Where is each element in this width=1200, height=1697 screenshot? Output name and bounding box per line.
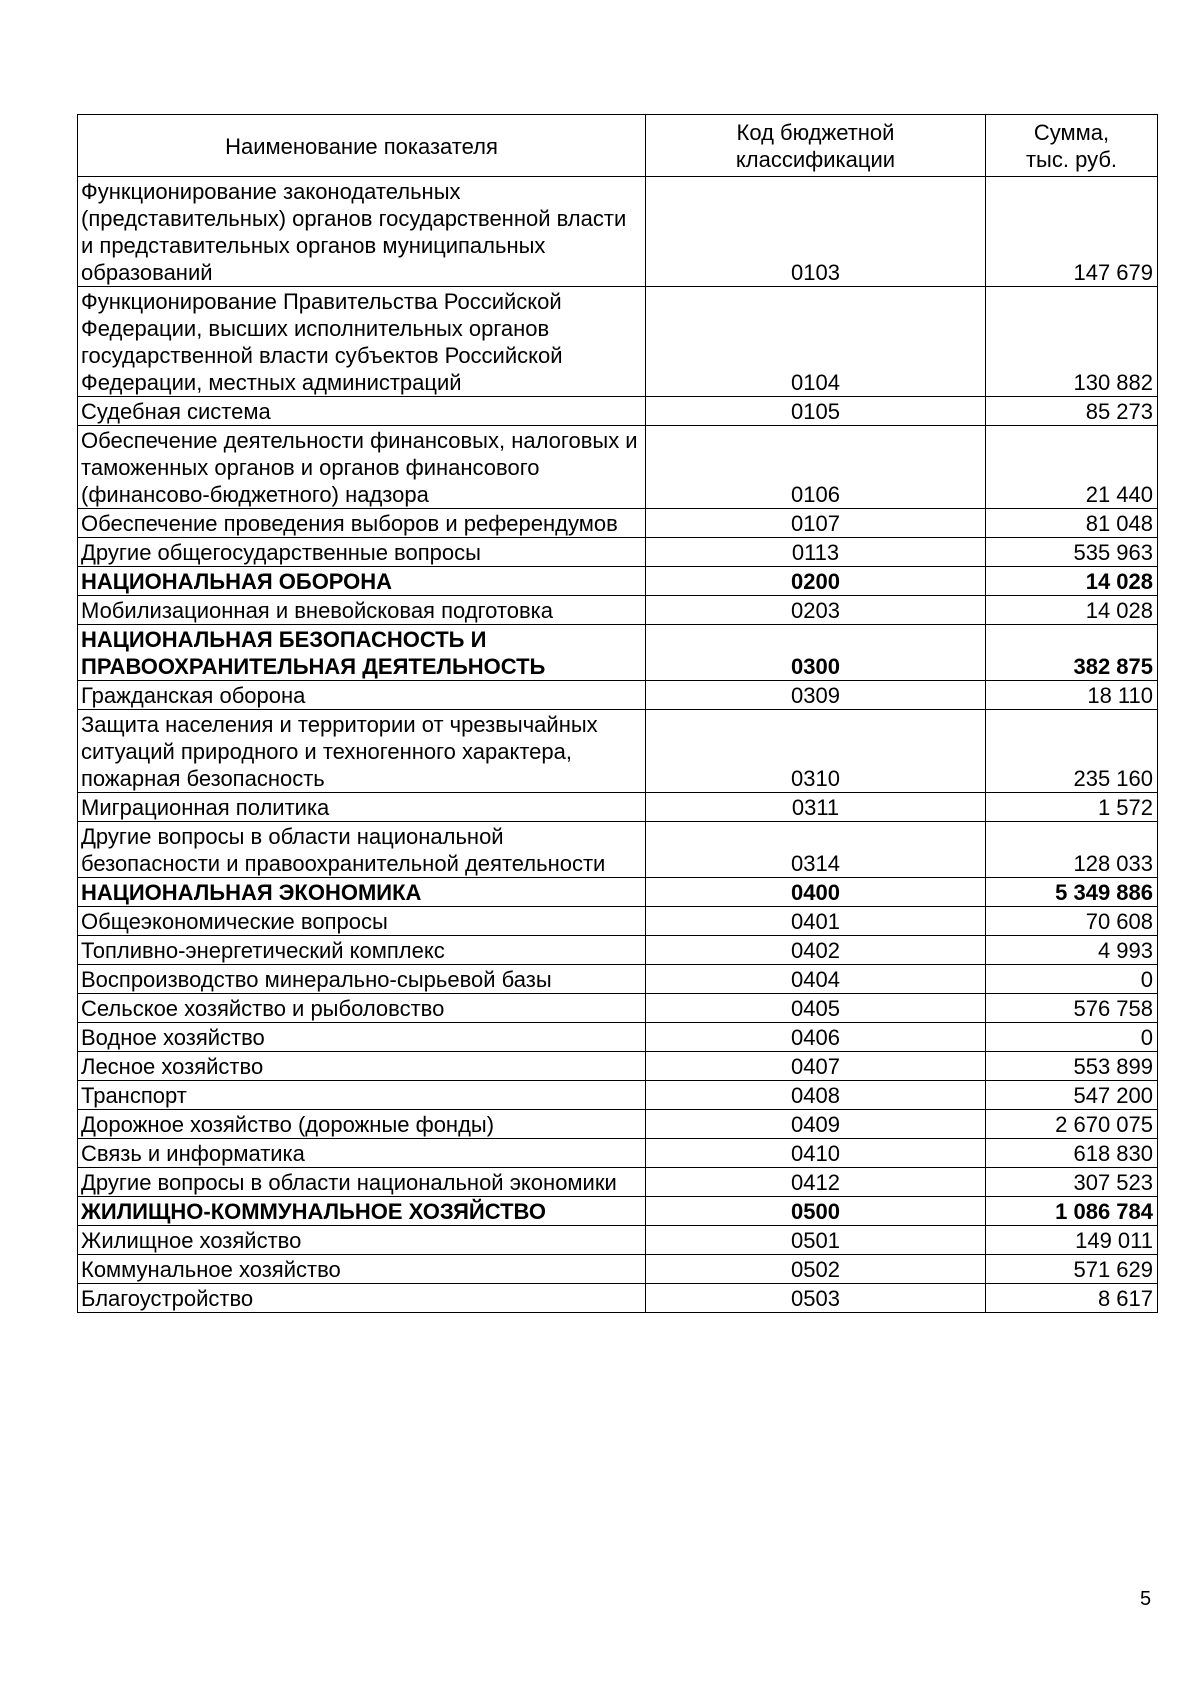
table-row [78,596,1158,625]
row-sum-cell: 4 993 [986,936,1158,965]
row-code-cell: 0311 [646,793,986,822]
row-code-cell: 0104 [646,287,986,397]
row-name-cell: Дорожное хозяйство (дорожные фонды) [78,1110,646,1139]
row-sum-cell: 382 875 [986,625,1158,681]
row-name-cell: Топливно-энергетический комплекс [78,936,646,965]
row-code-cell: 0309 [646,681,986,710]
row-code-cell: 0405 [646,994,986,1023]
table-row [78,1197,1158,1226]
row-name-cell: Гражданская оборона [78,681,646,710]
row-sum-cell: 0 [986,1023,1158,1052]
table-row [78,1168,1158,1197]
row-sum-cell: 147 679 [986,177,1158,287]
table-row [78,1284,1158,1313]
row-name-cell: Воспроизводство минерально-сырьевой базы [78,965,646,994]
header-code-line1: Код бюджетной [736,120,895,145]
row-sum-cell: 128 033 [986,822,1158,878]
table-row [78,397,1158,426]
row-name-cell: Коммунальное хозяйство [78,1255,646,1284]
header-sum-line2: тыс. руб. [1025,147,1118,172]
row-code-cell: 0502 [646,1255,986,1284]
row-sum-cell: 18 110 [986,681,1158,710]
table-row [78,567,1158,596]
row-sum-cell: 547 200 [986,1081,1158,1110]
row-name-cell: НАЦИОНАЛЬНАЯ БЕЗОПАСНОСТЬ И ПРАВООХРАНИТЕЛЬНАЯ ДЕЯТЕЛЬНОСТЬ [78,625,646,681]
row-name-cell: Лесное хозяйство [78,1052,646,1081]
header-code-line2: классификации [735,147,896,172]
row-code-cell: 0402 [646,936,986,965]
row-code-cell: 0407 [646,1052,986,1081]
row-name-cell: Транспорт [78,1081,646,1110]
row-code-cell: 0106 [646,426,986,509]
table-row [78,681,1158,710]
row-code-cell: 0406 [646,1023,986,1052]
row-code-cell: 0409 [646,1110,986,1139]
table-row [78,1226,1158,1255]
row-code-cell: 0412 [646,1168,986,1197]
row-code-cell: 0401 [646,907,986,936]
row-name-cell: ЖИЛИЩНО-КОММУНАЛЬНОЕ ХОЗЯЙСТВО [78,1197,646,1226]
row-code-cell: 0400 [646,878,986,907]
row-sum-cell: 8 617 [986,1284,1158,1313]
row-code-cell: 0500 [646,1197,986,1226]
row-sum-cell: 81 048 [986,509,1158,538]
row-sum-cell: 576 758 [986,994,1158,1023]
row-name-cell: Функционирование Правительства Российской Федерации, высших исполнительных органов государственной власти субъектов Российской Федерации, местных администраций [78,287,646,397]
table-row [78,538,1158,567]
table-row [78,625,1158,681]
table-row [78,287,1158,397]
row-sum-cell: 0 [986,965,1158,994]
row-sum-cell: 14 028 [986,567,1158,596]
header-name: Наименование показателя [78,115,646,177]
row-code-cell: 0113 [646,538,986,567]
row-sum-cell: 149 011 [986,1226,1158,1255]
row-code-cell: 0200 [646,567,986,596]
table-body [78,177,1158,1313]
row-name-cell: Миграционная политика [78,793,646,822]
table-row [78,878,1158,907]
table-row [78,1110,1158,1139]
budget-table [77,114,1158,1313]
table-row [78,965,1158,994]
table-row [78,1052,1158,1081]
row-name-cell: Другие общегосударственные вопросы [78,538,646,567]
row-sum-cell: 70 608 [986,907,1158,936]
row-sum-cell: 307 523 [986,1168,1158,1197]
row-sum-cell: 535 963 [986,538,1158,567]
row-name-cell: Другие вопросы в области национальной безопасности и правоохранительной деятельности [78,822,646,878]
table-row [78,936,1158,965]
row-name-cell: Жилищное хозяйство [78,1226,646,1255]
table-row [78,822,1158,878]
table-row [78,907,1158,936]
table-row [78,1139,1158,1168]
row-name-cell: Другие вопросы в области национальной экономики [78,1168,646,1197]
row-name-cell: НАЦИОНАЛЬНАЯ ОБОРОНА [78,567,646,596]
table-header-row [78,115,1158,177]
table-row [78,509,1158,538]
table-row [78,994,1158,1023]
table-row [78,710,1158,793]
row-sum-cell: 1 572 [986,793,1158,822]
header-sum-line1: Сумма, [1033,120,1110,145]
row-sum-cell: 130 882 [986,287,1158,397]
row-sum-cell: 14 028 [986,596,1158,625]
table-row [78,1023,1158,1052]
header-sum [986,115,1158,177]
row-name-cell: Сельское хозяйство и рыболовство [78,994,646,1023]
table-row [78,426,1158,509]
row-code-cell: 0310 [646,710,986,793]
page-number: 5 [1140,1588,1152,1610]
table-row [78,793,1158,822]
row-sum-cell: 553 899 [986,1052,1158,1081]
header-code [646,115,986,177]
row-sum-cell: 235 160 [986,710,1158,793]
row-sum-cell: 21 440 [986,426,1158,509]
row-sum-cell: 2 670 075 [986,1110,1158,1139]
row-code-cell: 0107 [646,509,986,538]
row-code-cell: 0408 [646,1081,986,1110]
row-code-cell: 0314 [646,822,986,878]
table-row [78,177,1158,287]
row-name-cell: Обеспечение проведения выборов и референдумов [78,509,646,538]
row-sum-cell: 1 086 784 [986,1197,1158,1226]
table-row [78,1255,1158,1284]
row-name-cell: Благоустройство [78,1284,646,1313]
row-code-cell: 0404 [646,965,986,994]
row-name-cell: Защита населения и территории от чрезвычайных ситуаций природного и техногенного характера, пожарная безопасность [78,710,646,793]
row-name-cell: Обеспечение деятельности финансовых, налоговых и таможенных органов и органов финансового (финансово-бюджетного) надзора [78,426,646,509]
row-sum-cell: 571 629 [986,1255,1158,1284]
row-code-cell: 0501 [646,1226,986,1255]
row-name-cell: Общеэкономические вопросы [78,907,646,936]
row-code-cell: 0503 [646,1284,986,1313]
row-name-cell: Водное хозяйство [78,1023,646,1052]
row-sum-cell: 5 349 886 [986,878,1158,907]
table-row [78,1081,1158,1110]
row-name-cell: Мобилизационная и вневойсковая подготовка [78,596,646,625]
row-code-cell: 0103 [646,177,986,287]
row-name-cell: Судебная система [78,397,646,426]
row-code-cell: 0105 [646,397,986,426]
row-name-cell: Функционирование законодательных (представительных) органов государственной власти и представительных органов муниципальных образований [78,177,646,287]
row-sum-cell: 85 273 [986,397,1158,426]
row-sum-cell: 618 830 [986,1139,1158,1168]
row-code-cell: 0203 [646,596,986,625]
row-code-cell: 0300 [646,625,986,681]
row-name-cell: НАЦИОНАЛЬНАЯ ЭКОНОМИКА [78,878,646,907]
row-code-cell: 0410 [646,1139,986,1168]
row-name-cell: Связь и информатика [78,1139,646,1168]
